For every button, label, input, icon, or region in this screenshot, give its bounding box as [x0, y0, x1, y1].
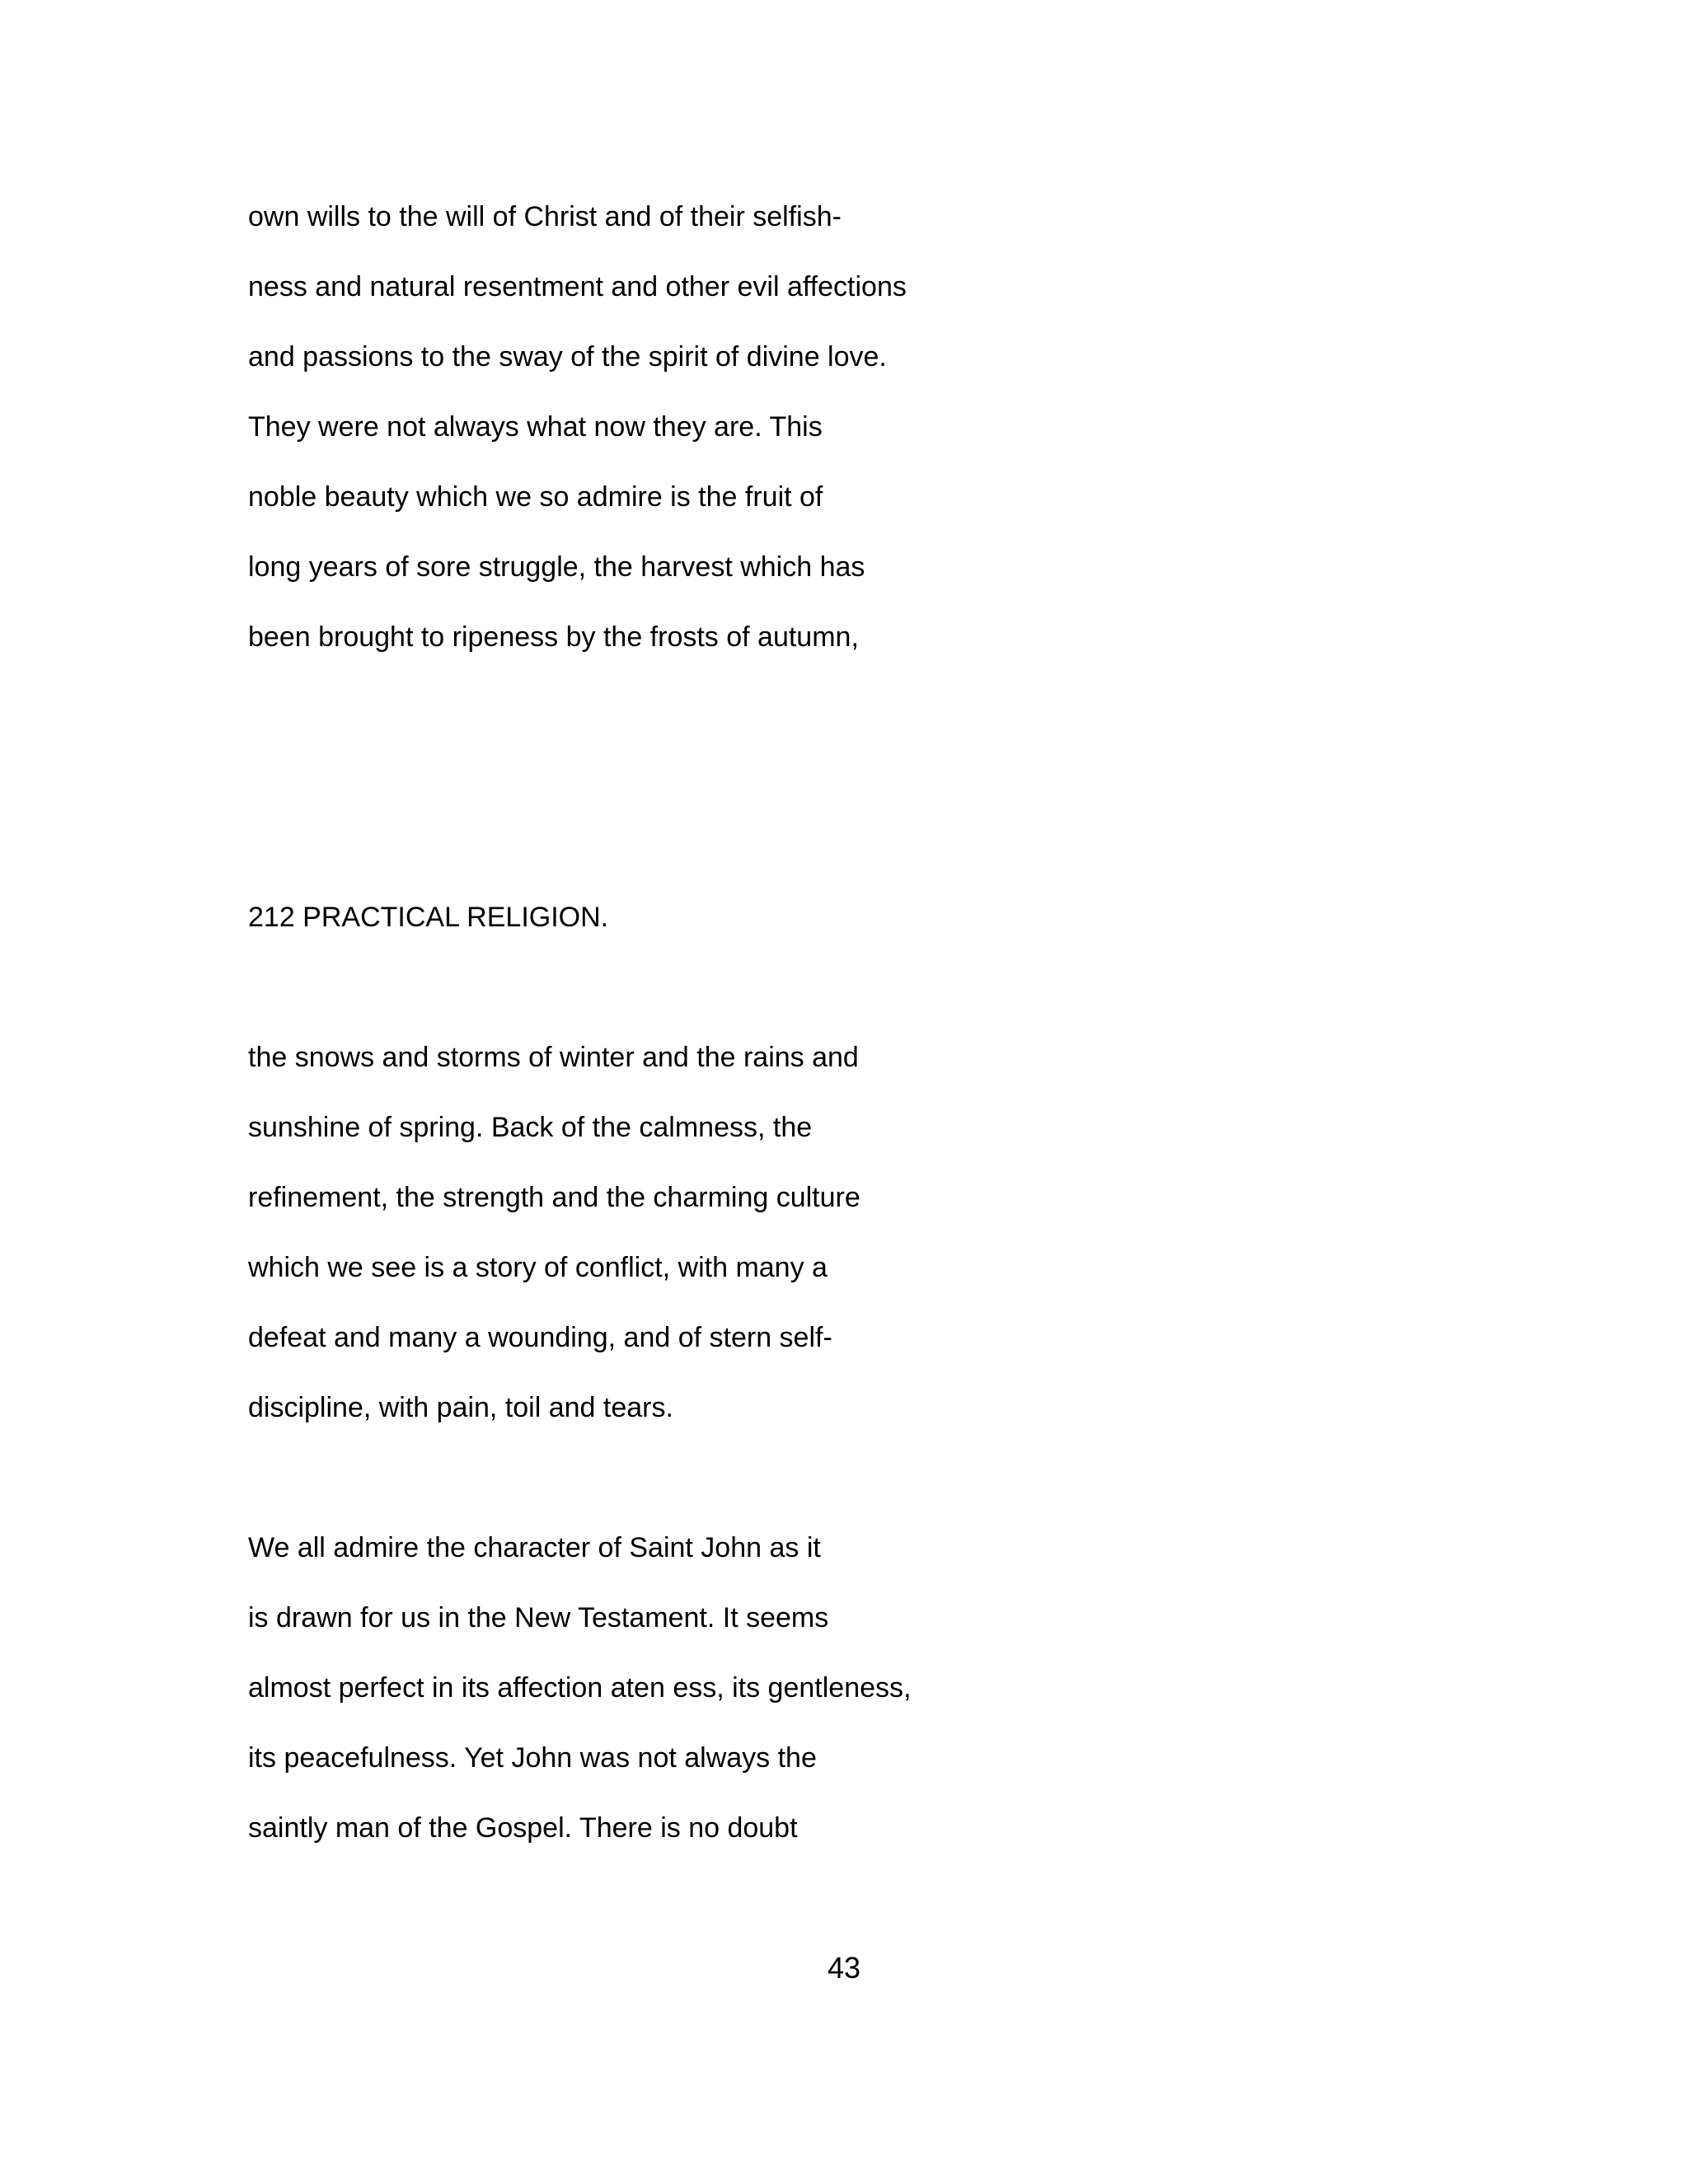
text-line: discipline, with pain, toil and tears.	[248, 1392, 673, 1423]
text-line: almost perfect in its affection aten ess, its gentleness,	[248, 1672, 912, 1704]
text-line: refinement, the strength and the charming culture	[248, 1182, 860, 1213]
running-header: 212 PRACTICAL RELIGION.	[248, 902, 609, 933]
text-line: They were not always what now they are. This	[248, 411, 823, 443]
text-line: the snows and storms of winter and the rains and	[248, 1042, 859, 1073]
text-line: defeat and many a wounding, and of stern self-	[248, 1322, 832, 1353]
text-line: is drawn for us in the New Testament. It seems	[248, 1602, 829, 1633]
text-line: which we see is a story of conflict, with many a	[248, 1252, 828, 1283]
text-line: long years of sore struggle, the harvest which has	[248, 551, 865, 583]
text-line: been brought to ripeness by the frosts of autumn,	[248, 621, 859, 653]
text-line: its peacefulness. Yet John was not always the	[248, 1742, 817, 1774]
text-line: saintly man of the Gospel. There is no doubt	[248, 1812, 798, 1844]
text-line: noble beauty which we so admire is the fruit of	[248, 481, 823, 513]
text-line: sunshine of spring. Back of the calmness, the	[248, 1112, 813, 1143]
text-line: and passions to the sway of the spirit of divine love.	[248, 341, 887, 373]
page-number: 43	[827, 1951, 861, 1985]
text-line: own wills to the will of Christ and of their selfish-	[248, 201, 842, 232]
text-line: ness and natural resentment and other evil affections	[248, 271, 907, 302]
text-line: We all admire the character of Saint John as it	[248, 1532, 821, 1563]
